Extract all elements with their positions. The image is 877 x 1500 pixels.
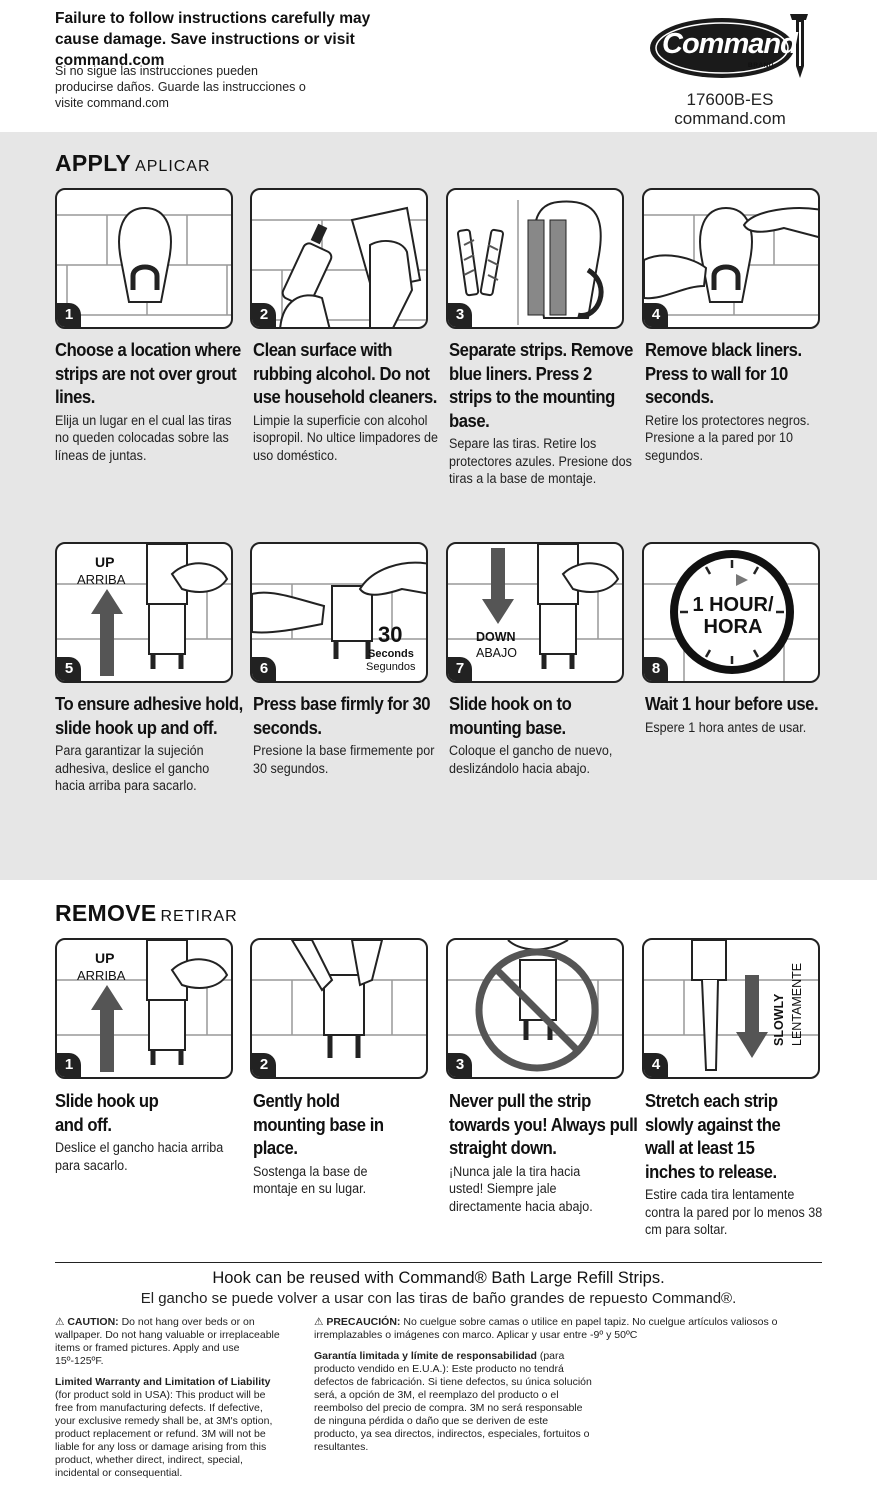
step-number-badge: 1 — [57, 303, 81, 327]
remove-step-3-illustration — [446, 938, 624, 1079]
arriba-label: ARRIBA — [77, 968, 126, 983]
apply-step-6-text — [253, 692, 443, 777]
step-instruction-en: Choose a location where strips are not over grout lines. — [55, 339, 241, 407]
one-hour-es: HORA — [703, 616, 763, 638]
abajo-label: ABAJO — [476, 646, 517, 660]
apply-step-4-text — [645, 338, 835, 464]
sku-block — [650, 90, 810, 128]
step-number-badge: 1 — [57, 1053, 81, 1077]
apply-title-es: APLICAR — [135, 158, 211, 175]
command-logo — [650, 6, 820, 86]
apply-step-5-illustration — [55, 542, 233, 683]
apply-step-3-text — [449, 338, 639, 488]
apply-step-8-text — [645, 692, 835, 736]
apply-step-1-text — [55, 338, 245, 464]
step-number-badge: 3 — [448, 303, 472, 327]
step-instruction-en: Separate strips. Remove blue liners. Press 2 strips to the mounting base. — [449, 339, 633, 431]
step-instruction-es: ¡Nunca jale la tira hacia usted! Siempre jale directamente hacia abajo. — [449, 1163, 593, 1214]
step-number-badge: 2 — [252, 303, 276, 327]
hook-on-tile-icon — [57, 190, 233, 329]
step-number-badge: 7 — [448, 657, 472, 681]
remove-step-1-text — [55, 1089, 245, 1174]
remove-step-4-illustration — [642, 938, 820, 1079]
slowly-label: SLOWLY — [772, 993, 786, 1046]
warning-english: Failure to follow instructions carefully may cause damage. Save instructions or visit command.com — [55, 10, 371, 69]
step-instruction-en: Slide hook on to mounting base. — [449, 693, 572, 738]
step-instruction-en: Clean surface with rubbing alcohol. Do not use household cleaners. — [253, 339, 437, 407]
apply-step-2-text — [253, 338, 443, 464]
step-number-badge: 5 — [57, 657, 81, 681]
warranty-heading: Limited Warranty and Limitation of Liability — [55, 1376, 271, 1388]
apply-step-2-illustration — [250, 188, 428, 329]
caution-body: Do not hang over beds or on wallpaper. Do not hang valuable or irreplaceable items or framed pictures. Apply and use 15º-125ºF. — [55, 1316, 280, 1367]
step-number-badge: 4 — [644, 303, 668, 327]
precaucion-heading: PRECAUCIÓN: — [326, 1316, 401, 1328]
step-instruction-en: Remove black liners. Press to wall for 10 seconds. — [645, 339, 802, 407]
step-instruction-en: Press base firmly for 30 seconds. — [253, 693, 431, 738]
alcohol-bottle-hand-icon — [252, 190, 428, 329]
fine-print-spanish — [314, 1316, 824, 1462]
apply-step-4-illustration — [642, 188, 820, 329]
step-instruction-en: To ensure adhesive hold, slide hook up and off. — [55, 693, 243, 738]
apply-step-5-text — [55, 692, 245, 795]
logo-text: Command — [662, 28, 797, 60]
lentamente-label: LENTAMENTE — [790, 962, 804, 1046]
apply-step-7-text — [449, 692, 639, 777]
separate-strips-icon — [448, 190, 624, 329]
slide-hook-down-icon — [448, 544, 624, 683]
press-to-wall-icon — [644, 190, 820, 329]
step-instruction-es: Estire cada tira lentamente contra la pared por lo menos 38 cm para soltar. — [645, 1187, 823, 1237]
seconds-label: Seconds — [368, 648, 414, 660]
garantia-body: (para producto vendido en E.U.A.): Este producto no tendrá defectos de fabricación. Si tiene defectos, su única solución será, a opción de 3M, el reemplazo del producto o el reembolso del precio de compra. 3M no será responsable de ninguna pérdida o daño que se deriven de este producto, ya sea directos, indirectos, especiales, fortuitos o resultantes. — [314, 1350, 592, 1453]
garantia-paragraph — [314, 1350, 594, 1454]
warning-triangle-icon: ⚠ — [314, 1316, 324, 1328]
step-number-badge: 6 — [252, 657, 276, 681]
step-instruction-es: Elija un lugar en el cual las tiras no queden colocadas sobre las líneas de juntas. — [55, 412, 232, 463]
step-instruction-es: Retire los protectores negros. Presione a la pared por 10 segundos. — [645, 412, 810, 463]
apply-step-6-illustration — [250, 542, 428, 683]
slide-hook-up-icon — [57, 940, 233, 1079]
sku-number: 17600B-ES — [686, 90, 774, 109]
remove-title-es: RETIRAR — [160, 908, 238, 925]
step-number-badge: 2 — [252, 1053, 276, 1077]
step-instruction-es: Deslice el gancho hacia arriba para sacarlo. — [55, 1140, 224, 1173]
precaucion-body: No cuelgue sobre camas o utilice en papel tapiz. No cuelgue artículos valiosos o irremplazables o imágenes con marco. Aplicar y usar entre -9º y 50ºC — [314, 1316, 778, 1341]
reuse-note-en: Hook can be reused with Command® Bath Large Refill Strips. — [212, 1269, 665, 1287]
slide-hook-up-icon — [57, 544, 233, 683]
fine-print-english — [55, 1316, 285, 1488]
remove-title — [55, 900, 238, 927]
caution-heading: CAUTION: — [67, 1316, 119, 1328]
remove-step-2-illustration — [250, 938, 428, 1079]
step-number-badge: 4 — [644, 1053, 668, 1077]
one-hour-label — [644, 594, 820, 638]
garantia-heading: Garantía limitada y límite de responsabilidad — [314, 1350, 537, 1362]
step-instruction-es: Para garantizar la sujeción adhesiva, deslice el gancho hacia arriba para sacarlo. — [55, 743, 210, 793]
warning-spanish: Si no sigue las instrucciones pueden producirse daños. Guarde las instrucciones o visite command.com — [55, 64, 306, 110]
step-instruction-en: Stretch each strip slowly against the wall at least 15 inches to release. — [645, 1090, 781, 1182]
hold-base-icon — [252, 940, 428, 1079]
apply-step-1-illustration — [55, 188, 233, 329]
step-instruction-en: Never pull the strip towards you! Always pull straight down. — [449, 1090, 638, 1158]
remove-title-en: REMOVE — [55, 900, 157, 926]
step-instruction-en: Gently hold mounting base in place. — [253, 1090, 384, 1158]
arriba-label: ARRIBA — [77, 572, 126, 587]
logo-brand: BRAND — [748, 62, 774, 69]
remove-step-2-text — [253, 1089, 443, 1198]
apply-step-3-illustration — [446, 188, 624, 329]
step-number-badge: 8 — [644, 657, 668, 681]
step-instruction-es: Presione la base firmemente por 30 segundos. — [253, 743, 435, 776]
remove-step-1-illustration — [55, 938, 233, 1079]
down-label: DOWN — [476, 630, 516, 644]
precaucion-paragraph — [314, 1316, 824, 1342]
apply-step-7-illustration — [446, 542, 624, 683]
website: command.com — [674, 109, 786, 128]
step-instruction-es: Limpie la superficie con alcohol isopropil. No ultice limpadores de uso doméstico. — [253, 412, 438, 463]
step-number-badge: 3 — [448, 1053, 472, 1077]
warranty-body: (for product sold in USA): This product will be free from manufacturing defects. If defective, your exclusive remedy shall be, at 3M's option, product replacement or refund. 3M will not be liable for any loss or damage arising from this product, whether direct, indirect, special, incidental or consequential. — [55, 1389, 273, 1479]
thirty-label: 30 — [378, 622, 403, 647]
up-label: UP — [95, 950, 115, 966]
remove-step-4-text — [645, 1089, 835, 1239]
step-instruction-en: Wait 1 hour before use. — [645, 693, 819, 714]
warranty-paragraph — [55, 1376, 285, 1480]
apply-step-8-illustration — [642, 542, 820, 683]
no-pull-forward-icon — [448, 940, 624, 1079]
step-instruction-en: Slide hook up and off. — [55, 1090, 159, 1135]
reuse-note-es: El gancho se puede volver a usar con las tiras de baño grandes de repuesto Command®. — [140, 1290, 737, 1307]
apply-title-en: APPLY — [55, 150, 132, 176]
header — [0, 0, 877, 132]
caution-paragraph — [55, 1316, 285, 1368]
step-instruction-es: Sostenga la base de montaje en su lugar. — [253, 1163, 368, 1196]
warning-triangle-icon: ⚠ — [55, 1316, 65, 1328]
divider — [55, 1262, 822, 1263]
step-instruction-es: Espere 1 hora antes de usar. — [645, 719, 807, 735]
remove-step-3-text — [449, 1089, 639, 1215]
step-instruction-es: Coloque el gancho de nuevo, deslizándolo hacia abajo. — [449, 743, 613, 776]
step-instruction-es: Separe las tiras. Retire los protectores azules. Presione dos tiras a la base de montaje. — [449, 436, 632, 486]
one-hour-en: 1 HOUR/ — [692, 594, 774, 616]
apply-title — [55, 150, 211, 177]
up-label: UP — [95, 554, 115, 570]
segundos-label: Segundos — [366, 661, 416, 673]
